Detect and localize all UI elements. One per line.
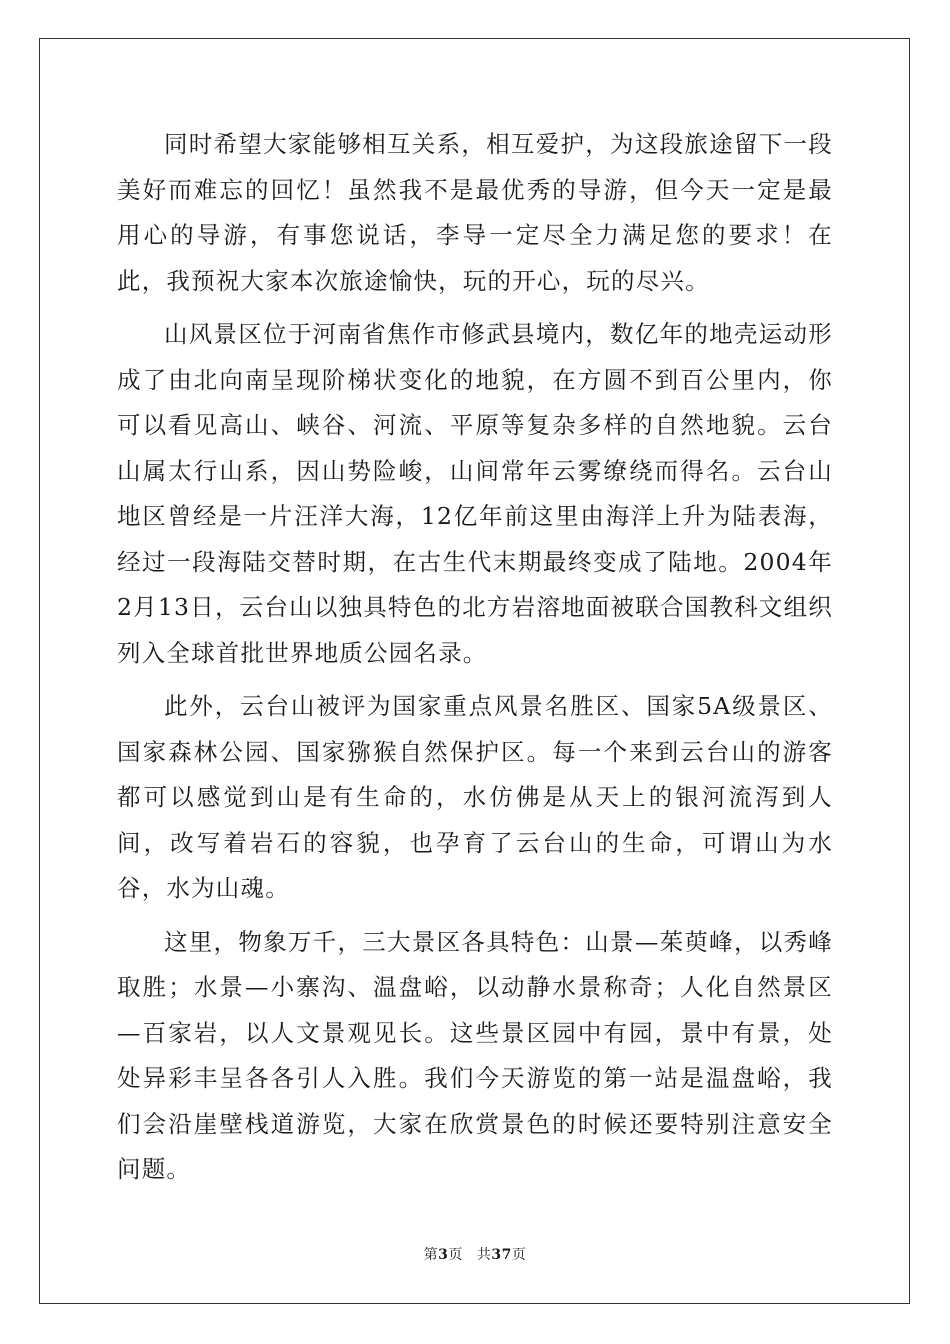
page-footer xyxy=(0,1246,950,1264)
total-suffix: 页 xyxy=(511,1247,527,1263)
total-prefix: 共 xyxy=(476,1247,492,1263)
total-pages: 37 xyxy=(491,1247,512,1263)
page-prefix: 第 xyxy=(423,1247,439,1263)
page-number: 3 xyxy=(438,1247,449,1263)
paragraph-2: 山风景区位于河南省焦作市修武县境内，数亿年的地壳运动形成了由北向南呈现阶梯状变化的地貌，在方圆不到百公里内，你可以看见高山、峡谷、河流、平原等复杂多样的自然地貌。云台山属太行山系，因山势险峻，山间常年云雾缭绕而得名。云台山地区曾经是一片汪洋大海，12亿年前这里由海洋上升为陆表海，经过一段海陆交替时期，在古生代末期最终变成了陆地。2004年2月13日，云台山以独具特色的北方岩溶地面被联合国教科文组织列入全球首批世界地质公园名录。 xyxy=(117,320,833,667)
paragraph-3: 此外，云台山被评为国家重点风景名胜区、国家5A级景区、国家森林公园、国家猕猴自然保护区。每一个来到云台山的游客都可以感觉到山是有生命的，水仿佛是从天上的银河流泻到人间，改写着岩石的容貌，也孕育了云台山的生命，可谓山为水谷，水为山魂。 xyxy=(117,692,833,902)
paragraph-1: 同时希望大家能够相互关系，相互爱护，为这段旅途留下一段美好而难忘的回忆！虽然我不是最优秀的导游，但今天一定是最用心的导游，有事您说话，李导一定尽全力满足您的要求！在此，我预祝大家本次旅途愉快，玩的开心，玩的尽兴。 xyxy=(117,130,833,295)
paragraph-4: 这里，物象万千，三大景区各具特色：山景—茱萸峰，以秀峰取胜；水景—小寨沟、温盘峪，以动静水景称奇；人化自然景区—百家岩，以人文景观见长。这些景区园中有园，景中有景，处处异彩丰呈各各引人入胜。我们今天游览的第一站是温盘峪，我们会沿崖壁栈道游览，大家在欣赏景色的时候还要特别注意安全问题。 xyxy=(117,927,833,1183)
page-suffix: 页 xyxy=(448,1247,463,1263)
document-body xyxy=(117,122,833,1201)
